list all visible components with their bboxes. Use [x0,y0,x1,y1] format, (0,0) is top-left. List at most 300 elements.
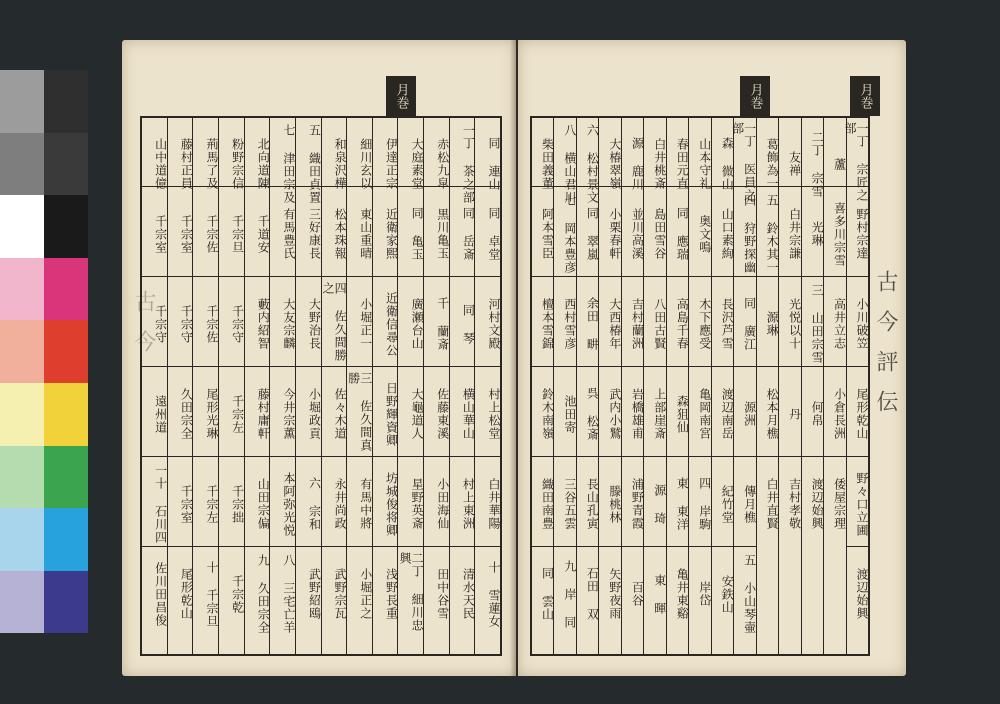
table-entry: 亀岡南宮 [697,388,712,440]
row-divider [245,276,270,277]
calibration-chip [0,383,44,446]
row-divider [712,366,733,367]
table-entry: 島田雪谷 [652,208,667,260]
table-entry: 蘆 [832,157,847,171]
row-divider [554,546,575,547]
table-column [244,118,270,654]
table-entry: 西村雪彦 [562,298,577,350]
table-entry: 本阿弥光悦 [281,471,296,537]
table-entry: 河村文殿 [487,298,501,350]
table-entry: 九 岸 同 [562,559,577,629]
row-divider [599,276,620,277]
row-divider [847,186,868,187]
row-divider [779,456,800,457]
row-divider [802,276,823,277]
calibration-chip [44,195,88,258]
table-entry: 村上松堂 [487,388,501,440]
row-divider [712,276,733,277]
table-entry: 渡辺南岳 [720,388,735,440]
table-entry: 千宗左 [204,484,219,524]
table-entry: 一丁 医員之部 [730,122,757,202]
table-entry: 三谷五雲 [562,478,577,530]
table-column [666,118,688,654]
table-entry: 東 東洋 [675,477,690,531]
row-divider [532,546,553,547]
table-entry: 並川高溪 [630,208,645,260]
row-divider [667,456,688,457]
table-entry: 白井華陽 [487,478,501,530]
table-column [843,118,869,654]
calibration-chip [44,446,88,509]
row-divider [373,366,398,367]
table-entry: 小堀正之 [358,568,373,620]
row-divider [322,366,347,367]
row-divider [373,456,398,457]
table-entry: 亀井東谿 [675,568,690,620]
row-divider [599,546,620,547]
right-page-tab-b: 月巻 [850,76,880,116]
table-entry: 七 津田宗及 [281,124,296,204]
table-entry: 荊馬了及 [204,138,219,190]
row-divider [577,366,598,367]
table-entry: 一丁 宗匠之部 [843,122,869,202]
table-entry: 有馬中將 [358,478,373,530]
table-column [346,118,372,654]
table-entry: 八 三宅亡羊 [281,554,296,634]
row-divider [779,186,800,187]
table-entry: 同 雲山 [540,567,555,621]
row-divider [824,276,845,277]
table-entry: 松本珠報 [333,208,348,260]
row-divider [644,456,665,457]
table-column [576,118,598,654]
row-divider [644,546,665,547]
table-entry: 阿本雪臣 [540,208,555,260]
table-entry: 千宗拙 [230,484,245,524]
row-divider [824,366,845,367]
row-divider [296,456,321,457]
table-entry: 坊城俊将卿 [384,471,399,537]
table-entry: 八田古賢 [652,298,667,350]
row-divider [373,276,398,277]
table-entry: 四 狩野探幽 [742,194,757,274]
table-entry: 武内小鷲 [607,388,622,440]
table-entry: 織田南豊 [540,478,555,530]
table-entry: 十 雪蓮女 [487,560,501,628]
table-column [730,118,757,654]
table-entry: 尾形乾山 [855,388,869,440]
table-entry: 渡辺始興 [855,568,869,620]
row-divider [847,276,868,277]
row-divider [270,276,295,277]
row-divider [847,456,868,457]
calibration-chip [0,320,44,383]
table-entry: 木下應受 [697,298,712,350]
row-divider [322,276,347,277]
table-entry: 源琳 [765,311,780,337]
table-entry: 上部崖斎 [652,388,667,440]
table-column [801,118,823,654]
row-divider [219,456,244,457]
table-entry: 森狙仙 [675,394,690,434]
row-divider [554,456,575,457]
row-divider [622,186,643,187]
row-divider [644,276,665,277]
calibration-chip [0,70,44,133]
row-divider [296,186,321,187]
row-divider [424,276,449,277]
row-divider [373,186,398,187]
table-column [397,118,423,654]
row-divider [599,186,620,187]
table-column [532,118,553,654]
row-divider [347,366,372,367]
table-entry: 千宗左 [230,394,245,434]
table-entry: 小田海仙 [435,478,450,530]
table-entry: 千宗佐 [204,304,219,344]
table-entry: 尾形乾山 [179,568,194,620]
table-entry: 千宗室 [179,484,194,524]
row-divider [245,366,270,367]
row-divider [554,186,575,187]
row-divider [398,276,423,277]
table-entry: 滕桃林 [607,484,622,524]
table-entry: 佐々木道 [333,388,348,440]
row-divider [142,186,167,187]
row-divider [219,186,244,187]
table-entry: 千宗守 [179,304,194,344]
table-column [756,118,778,654]
table-entry: 大椿翠嶺 [607,138,622,190]
table-entry: 檀本雪錦 [540,298,555,350]
table-entry: 千宗佐 [204,214,219,254]
row-divider [450,456,475,457]
table-entry: 五 鈴木其一 [765,194,780,274]
row-divider [689,366,710,367]
row-divider [802,366,823,367]
row-divider [667,546,688,547]
table-entry: 千 蘭斎 [435,297,450,351]
row-divider [532,366,553,367]
table-entry: 永井尚政 [333,478,348,530]
table-entry: 大龜道人 [410,388,425,440]
table-entry: 傳月樵 [742,484,757,524]
table-column [449,118,475,654]
table-entry: 光悦以十 [787,298,802,350]
table-entry: 六 松村景文 [585,124,600,204]
table-entry: 小堀正一 [358,298,373,350]
table-entry: 久田宗全 [179,388,194,440]
table-entry: 矢野夜雨 [607,568,622,620]
row-divider [622,546,643,547]
table-entry: 池田寄 [562,394,577,434]
table-entry: 同 連山 [487,137,501,191]
table-entry: 源洲 [742,401,757,427]
table-entry: 三 山田宗雪 [810,284,825,364]
row-divider [142,456,167,457]
table-entry: 六 宗和 [307,477,322,531]
table-entry: 光琳 [810,221,825,247]
table-entry: 余田 畊 [585,297,600,351]
row-divider [322,546,347,547]
table-entry: 同 應瑞 [675,207,690,261]
row-divider [734,276,755,277]
table-entry: 一十 石川四 [153,464,168,544]
row-divider [193,366,218,367]
row-divider [475,546,500,547]
calibration-chip [44,70,88,133]
table-entry: 源 琦 [652,483,667,525]
row-divider [667,366,688,367]
row-divider [168,276,193,277]
row-divider [450,366,475,367]
table-entry: 同 翠嵐 [585,207,600,261]
table-column [372,118,398,654]
row-divider [296,546,321,547]
row-divider [532,186,553,187]
table-entry: 星野英斎 [410,478,425,530]
table-entry: 丹 [787,407,802,421]
table-entry: 岩橋雄甫 [630,388,645,440]
row-divider [424,186,449,187]
table-entry: 山中道億 [153,138,168,190]
table-entry: 同 亀玉 [410,207,425,261]
row-divider [168,186,193,187]
row-divider [270,366,295,367]
row-divider [270,456,295,457]
row-divider [219,546,244,547]
row-divider [475,276,500,277]
row-divider [347,456,372,457]
row-divider [450,276,475,277]
table-entry: 春田元直 [675,138,690,190]
left-page-side-title: 古今 [131,290,156,370]
table-entry: 粉野宗信 [230,138,245,190]
row-divider [245,546,270,547]
table-entry: 一丁 茶之部 [461,124,476,204]
table-entry: 佐川田昌俊 [153,561,168,627]
table-entry: 源 鹿川 [630,137,645,191]
row-divider [824,456,845,457]
table-entry: 東山重晴 [358,208,373,260]
row-divider [779,276,800,277]
table-entry: 田中谷雪 [435,568,450,620]
table-entry: 友禅 [787,151,802,177]
row-divider [689,546,710,547]
table-column [192,118,218,654]
row-divider [450,546,475,547]
table-entry: 高井立志 [832,298,847,350]
table-entry: 千宗室 [179,214,194,254]
row-divider [644,186,665,187]
table-entry: 野村宗達 [855,208,869,260]
row-divider [689,456,710,457]
table-column [778,118,800,654]
table-entry: 伊達正宗 [384,138,399,190]
table-entry: 小栗春軒 [607,208,622,260]
row-divider [219,366,244,367]
table-entry: 有馬豊氏 [281,208,296,260]
row-divider [667,186,688,187]
calibration-chip [0,508,44,571]
table-entry: 五 小山琴壷 [742,554,757,634]
table-entry: 長沢芦雪 [720,298,735,350]
right-page-tab-a: 月巻 [740,76,770,116]
row-divider [219,276,244,277]
table-entry: 山本守礼 [697,138,712,190]
table-column [218,118,244,654]
table-column [711,118,733,654]
table-entry: 吉村孝敬 [787,478,802,530]
row-divider [847,546,868,547]
row-divider [622,276,643,277]
table-entry: 鈴木南嶺 [540,388,555,440]
right-page [518,40,906,676]
row-divider [142,546,167,547]
row-divider [757,456,778,457]
calibration-chip [44,508,88,571]
table-entry: 遠州道 [153,394,168,434]
table-entry: 清水天民 [461,568,476,620]
table-entry: 野々口立圃 [855,471,869,537]
row-divider [347,276,372,277]
table-entry: 東 暉 [652,573,667,615]
table-entry: 石田 双 [585,567,600,621]
row-divider [398,186,423,187]
table-column [167,118,193,654]
table-entry: 五 織田貞置 [307,124,322,204]
table-entry: 四 岸駒 [697,477,712,531]
table-entry: 七 岡本豊彦 [562,194,577,274]
table-entry: 大庭素堂 [410,138,425,190]
table-entry: 二丁 細川忠興 [398,552,425,632]
row-divider [193,456,218,457]
table-column [621,118,643,654]
table-entry: 千宗守 [230,304,245,344]
table-entry: 武野紹鴎 [307,568,322,620]
table-entry: 大野治長 [307,298,322,350]
open-book [122,40,906,676]
table-entry: 尾形光琳 [204,388,219,440]
table-entry: 千宗乾 [230,574,245,614]
row-divider [734,186,755,187]
row-divider [577,546,598,547]
table-entry: 白井直賢 [765,478,780,530]
calibration-chip [44,383,88,446]
left-page-table [140,116,502,656]
table-column [321,118,347,654]
table-entry: 小堀政貢 [307,388,322,440]
table-column [643,118,665,654]
table-entry: 松本月樵 [765,388,780,440]
calibration-chip [0,195,44,258]
table-entry: 小倉長洲 [832,388,847,440]
table-column [423,118,449,654]
row-divider [779,366,800,367]
table-entry: 二丁 宗雪 [810,130,825,198]
right-page-table [530,116,870,656]
table-column [823,118,845,654]
calibration-chip [0,571,44,634]
table-entry: 浦野青霞 [630,478,645,530]
table-entry: 廣瀬台山 [410,298,425,350]
row-divider [373,546,398,547]
calibration-chip [44,133,88,196]
row-divider [475,186,500,187]
row-divider [296,366,321,367]
calibration-chip [44,571,88,634]
table-entry: 岸岱 [697,581,712,607]
table-entry: 四 佐久間勝之 [321,282,348,362]
table-entry: 山口素絢 [720,208,735,260]
table-entry: 千宗室 [153,214,168,254]
table-entry: 横山華山 [461,388,476,440]
row-divider [622,366,643,367]
row-divider [622,456,643,457]
row-divider [398,366,423,367]
row-divider [475,456,500,457]
table-entry: 今井宗薫 [281,388,296,440]
row-divider [322,456,347,457]
table-column [598,118,620,654]
table-entry: 日野輝資卿 [384,381,399,447]
calibration-chip [44,320,88,383]
table-entry: 柴田義董 [540,138,555,190]
table-column [295,118,321,654]
calibration-chip [0,133,44,196]
table-entry: 渡辺始興 [810,478,825,530]
table-column [474,118,500,654]
row-divider [689,186,710,187]
table-entry: 近衛信尋公 [384,291,399,357]
row-divider [475,366,500,367]
row-divider [532,276,553,277]
table-entry: 近衛家熙 [384,208,399,260]
table-entry: 山田宗偏 [256,478,271,530]
left-page-tab: 月巻 [386,76,416,116]
row-divider [168,546,193,547]
row-divider [245,456,270,457]
table-entry: 同 廣江 [742,297,757,351]
row-divider [245,186,270,187]
table-entry: 吉村蘭洲 [630,298,645,350]
table-entry: 細川玄以 [358,138,373,190]
row-divider [757,276,778,277]
table-entry: 紀竹堂 [720,484,735,524]
row-divider [644,366,665,367]
row-divider [347,186,372,187]
table-entry: 奥文鳴 [697,214,712,254]
row-divider [424,366,449,367]
row-divider [599,366,620,367]
right-page-side-title: 古今評伝 [873,270,898,430]
table-entry: 同 岳斎 [461,207,476,261]
table-entry: 同 琴 [461,303,476,345]
table-entry: 藪内紹智 [256,298,271,350]
row-divider [757,186,778,187]
row-divider [424,456,449,457]
table-entry: 藤村庸軒 [256,388,271,440]
row-divider [689,276,710,277]
row-divider [347,546,372,547]
row-divider [142,276,167,277]
table-entry: 武野宗瓦 [333,568,348,620]
table-entry: 葛飾為一 [765,138,780,190]
row-divider [712,546,733,547]
row-divider [847,366,868,367]
table-entry: 安鉄山 [720,574,735,614]
row-divider [532,456,553,457]
